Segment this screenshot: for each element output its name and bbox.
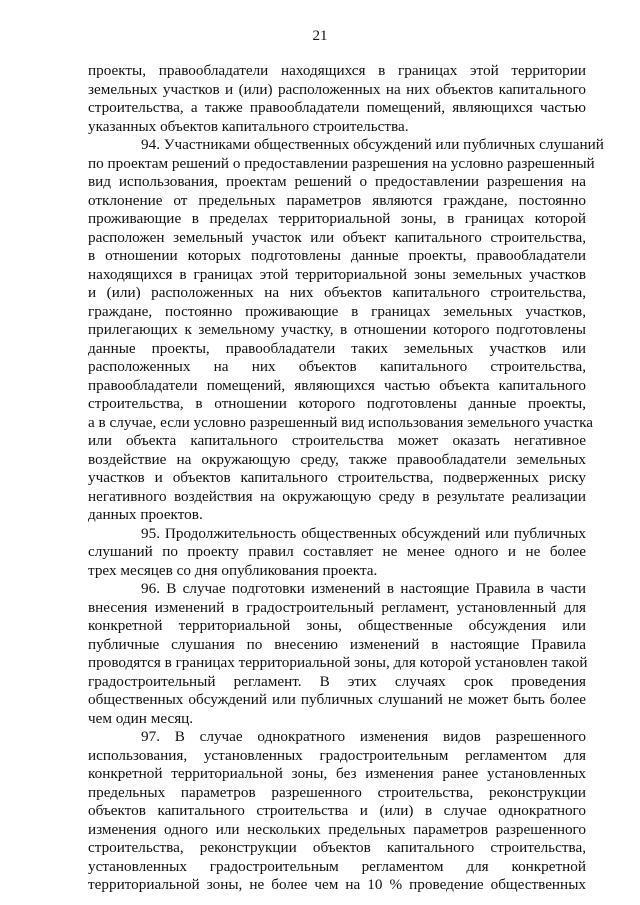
paragraph-p96	[88, 580, 586, 728]
text-line: градостроительный регламент. В этих случаях срок проведения	[88, 672, 586, 690]
text-line: установленных градостроительным регламентом для конкретной	[88, 857, 586, 875]
text-line: проводятся в границах территориальной зоны, для которой установлен такой	[88, 654, 588, 671]
page-number: 21	[312, 28, 328, 44]
text-line: земельных участков и (или) расположенных на них объектов капитального	[88, 80, 586, 98]
text-line: чем один месяц.	[88, 709, 194, 727]
text-line: 97. В случае однократного изменения видов разрешенного	[141, 728, 586, 745]
text-line: внесения изменений в градостроительный регламент, установленный для	[88, 598, 586, 616]
text-line: предельных параметров разрешенного строительства, реконструкции	[88, 783, 586, 801]
text-line: 96. В случае подготовки изменений в настоящие Правила в части	[141, 580, 586, 597]
text-line: строительства, в отношении которого подготовлены данные проекты,	[88, 395, 586, 412]
text-line: данных проектов.	[88, 506, 203, 523]
text-line: расположен земельный участок или объект капитального строительства,	[88, 228, 586, 246]
text-line: общественных обсуждений или публичных слушаний не может быть более	[88, 691, 586, 708]
text-line: вид использования, проектам решений о предоставлении разрешения на	[88, 173, 586, 190]
paragraph-p94	[88, 136, 604, 525]
paragraph-p93-cont	[88, 62, 586, 136]
text-line: а в случае, если условно разрешенный вид использования земельного участка	[88, 413, 593, 431]
text-line: указанных объектов капитального строительства.	[88, 117, 409, 135]
paragraph-p97	[88, 728, 586, 895]
text-line: слушаний по проекту правил составляет не менее одного и не более	[88, 543, 586, 560]
text-line: объектов капитального строительства и (или) в случае однократного	[88, 802, 586, 819]
paragraph-p95	[88, 525, 586, 581]
text-line: проекты, правообладатели находящихся в границах этой территории	[88, 62, 586, 79]
text-line: в отношении которых подготовлены данные проекты, правообладатели	[88, 247, 586, 264]
text-line: строительства, а также правообладатели помещений, являющихся частью	[88, 99, 586, 116]
text-line: 94. Участниками общественных обсуждений или публичных слушаний	[141, 136, 604, 153]
document-body	[88, 62, 604, 895]
text-line: строительства, реконструкции объектов капитального строительства,	[88, 839, 586, 856]
text-line: конкретной территориальной зоны, без изменения ранее установленных	[88, 765, 586, 782]
text-line: отклонение от предельных параметров являются граждане, постоянно	[88, 191, 586, 209]
text-line: данные проекты, правообладатели таких земельных участков или	[88, 339, 586, 357]
text-line: расположенных на них объектов капитального строительства,	[88, 358, 586, 375]
text-line: публичные слушания по внесению изменений в настоящие Правила	[88, 635, 586, 653]
text-line: находящихся в границах этой территориальной зоны земельных участков	[88, 265, 586, 283]
text-line: или объекта капитального строительства может оказать негативное	[88, 432, 586, 449]
text-line: правообладатели помещений, являющихся частью объекта капитального	[88, 376, 586, 394]
text-line: воздействие на окружающую среду, также правообладатели земельных	[88, 450, 586, 468]
text-line: проживающие в пределах территориальной зоны, в границах которой	[88, 210, 586, 227]
text-line: территориальной зоны, не более чем на 10 % проведение общественных	[88, 876, 586, 893]
text-line: негативного воздействия на окружающую среду в результате реализации	[88, 487, 586, 505]
text-line: изменения одного или нескольких предельных параметров разрешенного	[88, 820, 586, 838]
text-line: прилегающих к земельному участку, в отношении которого подготовлены	[88, 321, 586, 338]
text-line: по проектам решений о предоставлении разрешения на условно разрешенный	[88, 154, 595, 172]
text-line: 95. Продолжительность общественных обсуждений или публичных	[141, 524, 586, 542]
text-line: граждане, постоянно проживающие в границах земельных участков,	[88, 302, 586, 320]
text-line: участков и объектов капитального строительства, подверженных риску	[88, 469, 586, 486]
text-line: трех месяцев со дня опубликования проекта.	[88, 561, 378, 579]
text-line: использования, установленных градостроительным регламентом для	[88, 746, 586, 764]
text-line: конкретной территориальной зоны, общественные обсуждения или	[88, 617, 586, 634]
text-line: и (или) расположенных на них объектов капитального строительства,	[88, 284, 586, 301]
